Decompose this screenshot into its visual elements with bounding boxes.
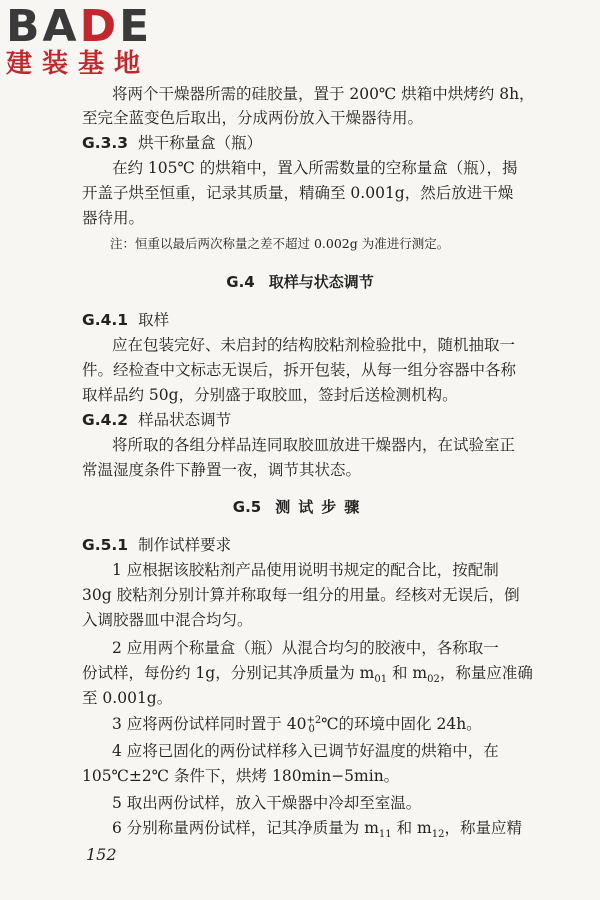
text-line: 1 应根据该胶粘剂产品使用说明书规定的配合比，按配制 <box>112 561 499 579</box>
text-line: 2 应用两个称量盒（瓶）从混合均匀的胶液中，各称取一 <box>112 639 499 657</box>
section-heading-g42 <box>82 410 231 430</box>
text-line: 将两个干燥器所需的硅胶量，置于 200℃ 烘箱中烘烤约 8h， <box>112 85 535 103</box>
text-line: 常温湿度条件下静置一夜，调节其状态。 <box>82 461 362 479</box>
text-line: 将所取的各组分样品连同取胶皿放进干燥器内，在试验室正 <box>112 436 516 454</box>
section-heading-g33 <box>82 133 262 153</box>
text-line: 5 取出两份试样，放入干燥器中冷却至室温。 <box>112 794 422 812</box>
text-line: 4 应将已固化的两份试样移入已调节好温度的烘箱中，在 <box>112 742 499 760</box>
text-line: 在约 105℃ 的烘箱中，置入所需数量的空称量盒（瓶），揭 <box>112 159 518 177</box>
section-title: 烘干称量盒（瓶） <box>138 134 263 152</box>
text-line: 30g 胶粘剂分别计算并称取每一组分的用量。经核对无误后，倒 <box>82 586 520 604</box>
section-heading-g41 <box>82 310 169 330</box>
note-text: 注：恒重以最后两次称量之差不超过 0.002g 为准进行测定。 <box>110 236 450 251</box>
text-line: 至 0.001g。 <box>82 689 173 707</box>
section-heading-g4 <box>0 272 600 292</box>
section-number: G.4.1 <box>82 311 129 329</box>
text-line: 件。经检查中文标志无误后，拆开包装，从每一组分容器中各称 <box>82 361 517 379</box>
text-line: 开盖子烘至恒重，记录其质量，精确至 0.001g，然后放进干燥 <box>82 184 514 202</box>
text-line: 至完全蓝变色后取出，分成两份放入干燥器待用。 <box>82 109 424 127</box>
text-line: 6 分别称量两份试样，记其净质量为 $m_{11}$ 和 $m_{12}$，称量应精 <box>112 819 522 841</box>
logo-subtitle: 建装基地 <box>6 49 151 79</box>
section-number: G.5 <box>232 498 262 516</box>
text-line: 器待用。 <box>82 209 145 227</box>
tolerance-limits: +2 0 <box>306 715 322 735</box>
section-number: G.4.2 <box>82 411 129 429</box>
text-line: 3 应将两份试样同时置于 40 +2 0 ℃的环境中固化 24h。 <box>112 715 482 735</box>
section-title: 制作试样要求 <box>138 536 232 554</box>
page-number: 152 <box>86 845 117 864</box>
text-line: 应在包装完好、未启封的结构胶粘剂检验批中，随机抽取一 <box>112 336 516 354</box>
text-line: 入调胶器皿中混合均匀。 <box>82 611 253 629</box>
section-title: 取样与状态调节 <box>268 273 374 291</box>
text-line: 105℃±2℃ 条件下，烘烤 180min−5min。 <box>82 767 400 785</box>
bade-logo <box>6 1 186 79</box>
text-line: 份试样，每份约 1g，分别记其净质量为 $m_{01}$ 和 $m_{02}$，称量应准确 <box>82 664 533 686</box>
section-number: G.5.1 <box>82 536 129 554</box>
text-line: 取样品约 50g，分别盛于取胶皿，签封后送检测机构。 <box>82 386 458 404</box>
logo-wordmark: BADE <box>6 1 153 52</box>
section-number: G.3.3 <box>82 134 129 152</box>
section-number: G.4 <box>226 273 255 291</box>
section-title: 取样 <box>138 311 170 329</box>
section-title: 样品状态调节 <box>138 411 232 429</box>
section-title: 测试步骤 <box>275 498 368 516</box>
section-heading-g5 <box>0 497 600 517</box>
section-heading-g51 <box>82 535 231 555</box>
